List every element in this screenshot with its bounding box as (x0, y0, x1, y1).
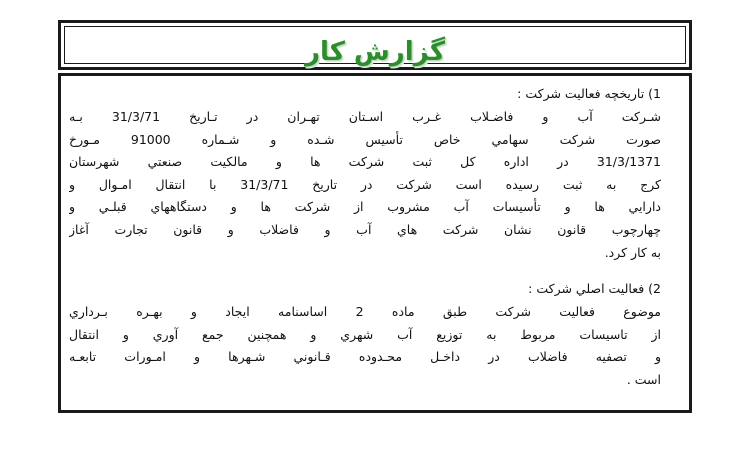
section-spacer (69, 264, 661, 277)
paragraph-line: چهارچوب قانون نشان شرکت هاي آب و فاضلاب و قانون تجارت آغاز (69, 221, 661, 237)
page-title: گزارش کار (305, 37, 445, 67)
paragraph-line: دارايي ها و تأسيسات آب مشروب از شرکت ها و دستگاههاي قبلـي و (69, 199, 661, 215)
content-box (58, 73, 692, 413)
paragraph-line: 31/3/1371 در اداره کل ثبت شرکت ها و مالکيت صنعتي شهرستان (69, 154, 661, 170)
section-heading-main-activity: 2) فعاليت اصلي شرکت : (528, 281, 661, 297)
section-heading-history: 1) تاريخچه فعاليت شرکت : (517, 86, 661, 101)
paragraph-line: موضوع فعاليت شرکت طبق ماده 2 اساسنامه ايجاد و بهـره بـرداري (69, 304, 661, 320)
paragraph-line: از تاسيسات مربوط به توزيع آب شهري و همچنين جمع آوري و انتقال (69, 326, 661, 342)
paragraph-line: کرج به ثبت رسيده است شرکت در تاريخ 31/3/71 با انتقال امـوال و (69, 176, 661, 192)
paragraph-line: به کار کرد. (604, 244, 661, 260)
paragraph-line: و تصفيه فاضلاب در داخـل محـدوده قـانوني شـهرها و امـورات تابعـه (69, 349, 661, 365)
paragraph-line: صورت شرکت سهامي خاص تأسيس شـده و شـماره 91000 مـورخ (69, 131, 661, 147)
paragraph-line: است . (626, 371, 661, 387)
title-box (58, 20, 692, 70)
report-body (69, 82, 661, 392)
paragraph-line: شـرکت آب و فاضـلاب غـرب اسـتان تهـران در تـاريخ 31/3/71 بـه (69, 109, 661, 124)
